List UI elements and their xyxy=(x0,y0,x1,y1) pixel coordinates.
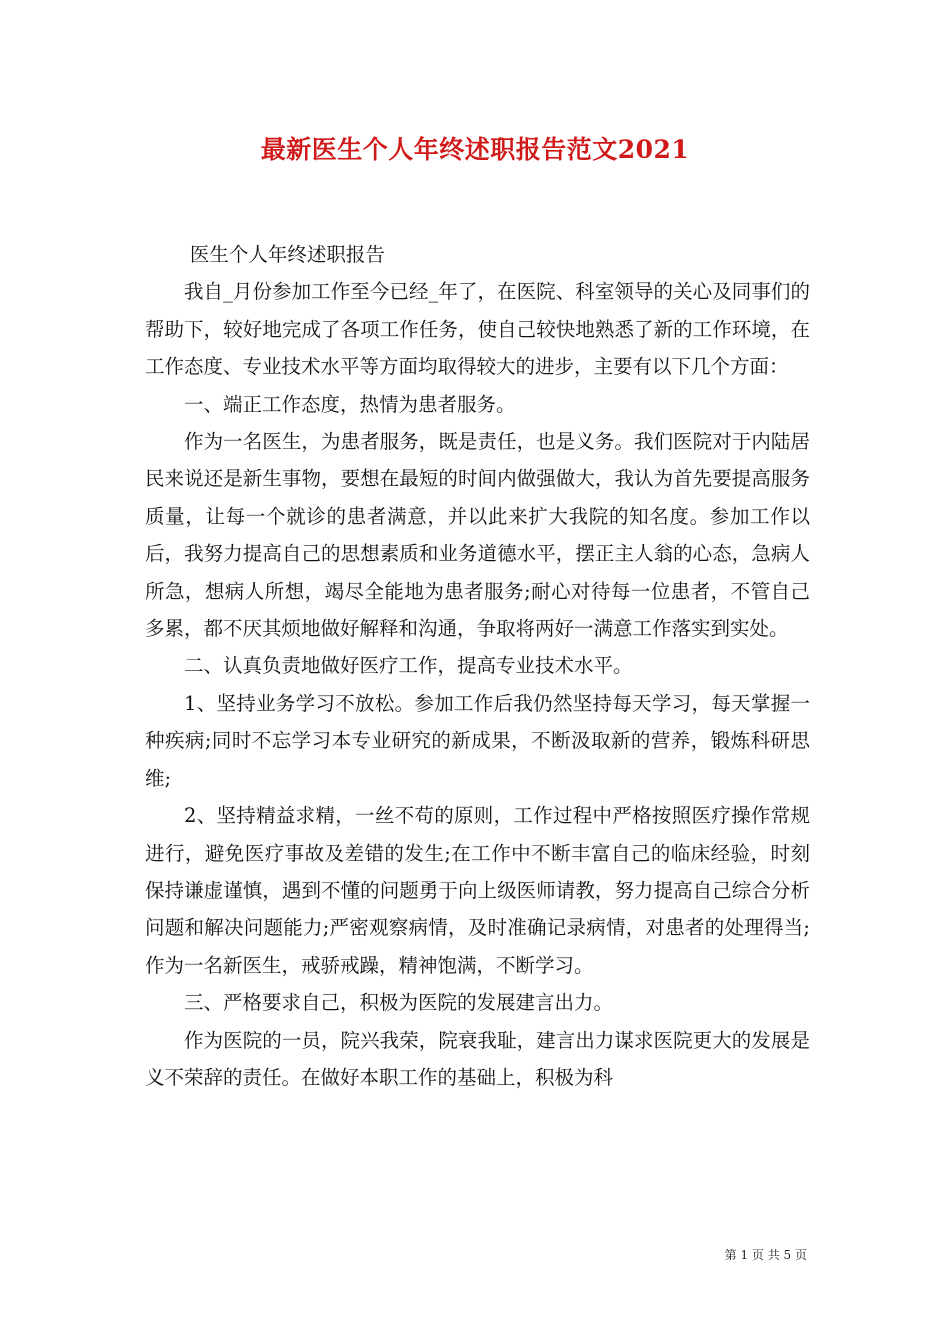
section-heading-1: 一、端正工作态度，热情为患者服务。 xyxy=(184,392,516,416)
paragraph-precision: 2、坚持精益求精，一丝不苟的原则，工作过程中严格按照医疗操作常规进行，避免医疗事故及差错的发生;在工作中不断丰富自己的临床经验，时刻保持谦虚谨慎，遇到不懂的问题勇于向上级医师请教，努力提高自己综合分析问题和解决问题能力;严密观察病情，及时准确记录病情，对患者的处理得当;作为一名新医生，戒骄戒躁，精神饱满，不断学习。 xyxy=(145,804,810,977)
paragraph-service: 作为一名医生，为患者服务，既是责任，也是义务。我们医院对于内陆居民来说还是新生事物，要想在最短的时间内做强做大，我认为首先要提高服务质量，让每一个就诊的患者满意，并以此来扩大我院的知名度。参加工作以后，我努力提高自己的思想素质和业务道德水平，摆正主人翁的心态，急病人所急，想病人所想，竭尽全能地为患者服务;耐心对待每一位患者，不管自己多累，都不厌其烦地做好解释和沟通，争取将两好一满意工作落实到实处。 xyxy=(145,430,810,641)
page-number: 第 1 页 共 5 页 xyxy=(724,1248,807,1262)
section-heading-3: 三、严格要求自己，积极为医院的发展建言出力。 xyxy=(184,991,614,1015)
paragraph-contribution: 作为医院的一员，院兴我荣，院衰我耻，建言出力谋求医院更大的发展是义不荣辞的责任。在做好本职工作的基础上，积极为科 xyxy=(145,1028,810,1089)
document-body xyxy=(145,236,810,1096)
paragraph-intro: 我自_月份参加工作至今已经_年了，在医院、科室领导的关心及同事们的帮助下，较好地完成了各项工作任务，使自己较快地熟悉了新的工作环境，在工作态度、专业技术水平等方面均取得较大的进步，主要有以下几个方面： xyxy=(145,280,810,379)
paragraph-study: 1、坚持业务学习不放松。参加工作后我仍然坚持每天学习，每天掌握一种疾病;同时不忘学习本专业研究的新成果，不断汲取新的营养，锻炼科研思维; xyxy=(145,691,810,790)
report-subtitle: 医生个人年终述职报告 xyxy=(189,243,385,266)
document-title: 最新医生个人年终述职报告范文2021 xyxy=(260,135,690,164)
section-heading-2: 二、认真负责地做好医疗工作，提高专业技术水平。 xyxy=(184,654,633,678)
